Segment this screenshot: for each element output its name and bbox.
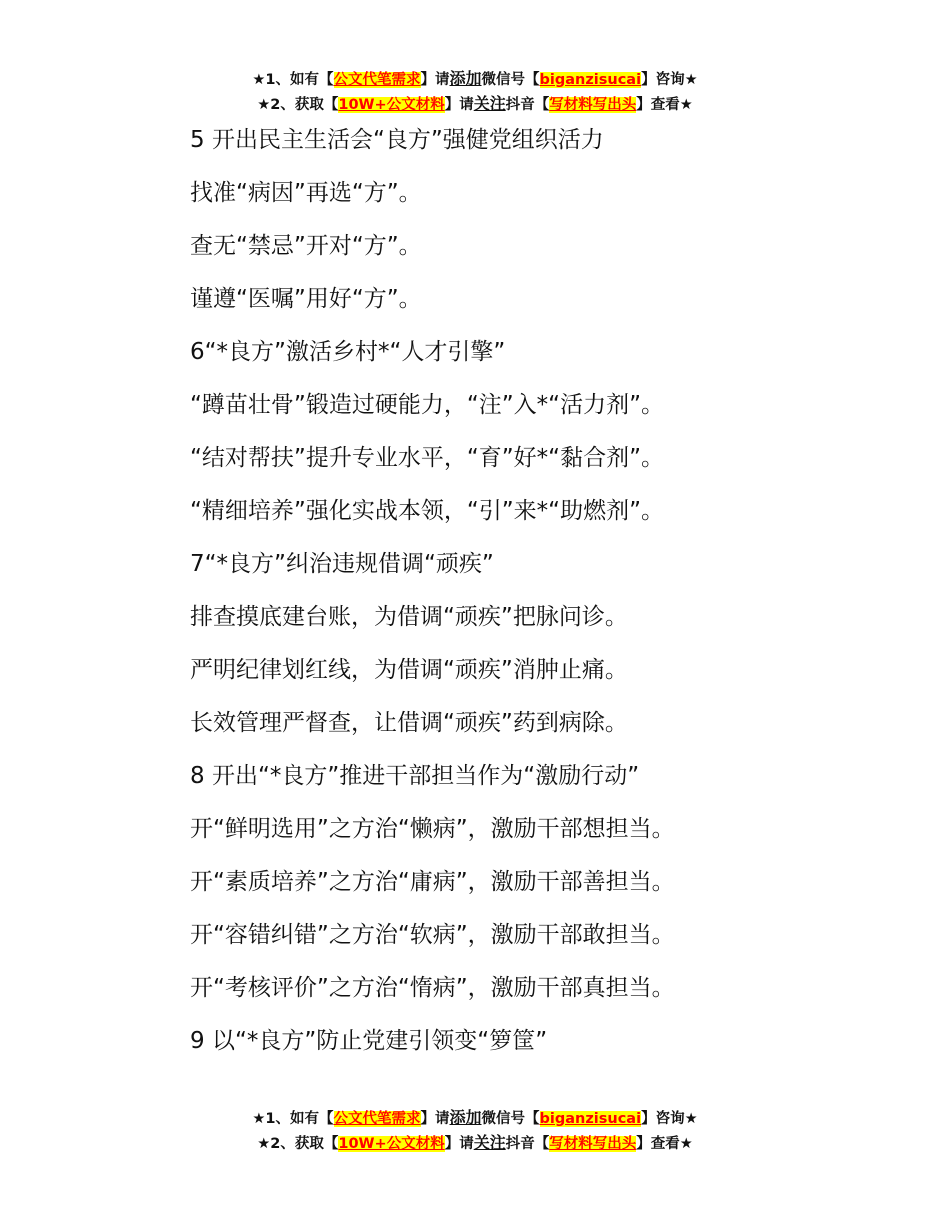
header-line-2-suffix: 】查看★ <box>636 97 693 113</box>
document-body <box>190 114 930 1068</box>
paragraph: “蹲苗壮骨”锻造过硬能力，“注”入*“活力剂”。 <box>190 392 664 418</box>
header-line-1-suffix: 】咨询★ <box>641 72 698 88</box>
footer-line-2-prefix: ★2、获取【 <box>257 1136 339 1152</box>
header-line-1 <box>0 67 950 92</box>
footer-line-2-text: 】请 <box>444 1136 474 1152</box>
header-line-1-wechat-label: 微信号【 <box>481 72 540 88</box>
paragraph: 9 以“*良方”防止党建引领变“箩筐” <box>190 1028 548 1054</box>
paragraph: 6“*良方”激活乡村*“人才引擎” <box>190 339 506 365</box>
paragraph: 5 开出民主生活会“良方”强健党组织活力 <box>190 127 604 153</box>
footer-line-2-suffix: 】查看★ <box>636 1136 693 1152</box>
footer-line-2-douyin-label: 抖音【 <box>505 1136 550 1152</box>
header-highlight-douyin-account: 写材料写出头 <box>549 97 637 113</box>
header-highlight-materials: 10W+公文材料 <box>338 97 445 113</box>
paragraph: 找准“病因”再选“方”。 <box>190 180 422 206</box>
footer-banner <box>0 1106 950 1156</box>
paragraph: 开“素质培养”之方治“庸病”，激励干部善担当。 <box>190 869 675 895</box>
footer-highlight-materials: 10W+公文材料 <box>338 1136 445 1152</box>
header-highlight-wechat-id: biganzisucai <box>539 72 642 88</box>
header-line-2-douyin-label: 抖音【 <box>505 97 550 113</box>
footer-underline-add: 添加 <box>449 1108 482 1127</box>
footer-line-1-prefix: ★1、如有【 <box>252 1111 334 1127</box>
footer-highlight-ghostwriting: 公文代笔需求 <box>333 1111 421 1127</box>
paragraph: 8 开出“*良方”推进干部担当作为“激励行动” <box>190 763 640 789</box>
header-banner <box>0 67 950 117</box>
footer-highlight-wechat-id: biganzisucai <box>539 1111 642 1127</box>
paragraph: “结对帮扶”提升专业水平，“育”好*“黏合剂”。 <box>190 445 664 471</box>
footer-line-1-wechat-label: 微信号【 <box>481 1111 540 1127</box>
header-line-2-text: 】请 <box>444 97 474 113</box>
footer-line-1 <box>0 1106 950 1131</box>
paragraph: “精细培养”强化实战本领，“引”来*“助燃剂”。 <box>190 498 664 524</box>
paragraph: 开“考核评价”之方治“惰病”，激励干部真担当。 <box>190 975 675 1001</box>
paragraph: 谨遵“医嘱”用好“方”。 <box>190 286 422 312</box>
header-line-2-prefix: ★2、获取【 <box>257 97 339 113</box>
footer-highlight-douyin-account: 写材料写出头 <box>549 1136 637 1152</box>
paragraph: 排查摸底建台账，为借调“顽疾”把脉问诊。 <box>190 604 628 630</box>
header-line-1-text: 】请 <box>420 72 450 88</box>
paragraph: 严明纪律划红线，为借调“顽疾”消肿止痛。 <box>190 657 628 683</box>
header-line-1-prefix: ★1、如有【 <box>252 72 334 88</box>
footer-underline-follow: 关注 <box>473 1133 506 1152</box>
footer-line-1-text: 】请 <box>420 1111 450 1127</box>
header-underline-follow: 关注 <box>473 94 506 113</box>
footer-line-2 <box>0 1131 950 1156</box>
paragraph: 开“容错纠错”之方治“软病”，激励干部敢担当。 <box>190 922 675 948</box>
header-underline-add: 添加 <box>449 69 482 88</box>
header-highlight-ghostwriting: 公文代笔需求 <box>333 72 421 88</box>
paragraph: 查无“禁忌”开对“方”。 <box>190 233 422 259</box>
paragraph: 开“鲜明选用”之方治“懒病”，激励干部想担当。 <box>190 816 675 842</box>
footer-line-1-suffix: 】咨询★ <box>641 1111 698 1127</box>
paragraph: 7“*良方”纠治违规借调“顽疾” <box>190 551 494 577</box>
paragraph: 长效管理严督查，让借调“顽疾”药到病除。 <box>190 710 628 736</box>
